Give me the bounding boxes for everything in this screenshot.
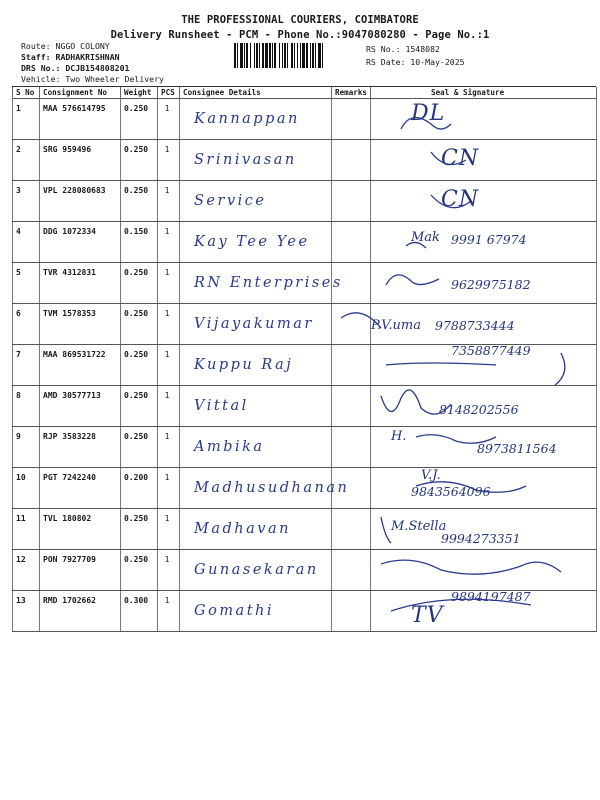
row-seal-signature: [371, 140, 597, 181]
row-weight: 0.300: [121, 591, 158, 632]
row-pcs: 1: [158, 509, 180, 550]
signature-text: CN: [441, 187, 480, 212]
row-weight: 0.250: [121, 550, 158, 591]
consignee-handwriting: Kuppu Raj: [194, 357, 294, 373]
row-weight: 0.150: [121, 222, 158, 263]
row-pcs: 1: [158, 99, 180, 140]
staff-line: [21, 52, 120, 62]
row-weight: 0.250: [121, 181, 158, 222]
row-consignee: [180, 386, 332, 427]
signature-stroke: [386, 275, 439, 285]
row-consignee: [180, 345, 332, 386]
row-remarks: [332, 181, 371, 222]
signature-phone: 9629975182: [451, 277, 531, 292]
row-pcs: 1: [158, 386, 180, 427]
row-seal-signature: [371, 550, 597, 591]
row-remarks: [332, 550, 371, 591]
row-consignee: [180, 427, 332, 468]
row-consignee: [180, 468, 350, 509]
row-pcs: 1: [158, 181, 180, 222]
row-consignment-no: AMD 30577713: [40, 386, 121, 427]
signature-phone: 9843564096: [411, 484, 491, 499]
consignee-handwriting: Service: [194, 193, 267, 209]
company-title: THE PROFESSIONAL COURIERS, COIMBATORE: [181, 14, 419, 26]
row-remarks: [332, 140, 371, 181]
table-row: [13, 222, 597, 263]
consignee-handwriting: Kay Tee Yee: [194, 234, 310, 250]
row-consignee: [180, 181, 332, 222]
row-remarks: [332, 386, 371, 427]
col-header-weight: Weight: [121, 87, 158, 99]
row-remarks: [332, 304, 371, 345]
table-row: [13, 304, 597, 345]
route-label: Route:: [21, 41, 51, 51]
table-row: [13, 140, 597, 181]
consignee-handwriting: Madhavan: [194, 521, 291, 537]
runsheet-subtitle: Delivery Runsheet - PCM - Phone No.:9047080280 - Page No.:1: [110, 29, 490, 41]
row-seal-signature: [371, 263, 597, 304]
row-consignment-no: PON 7927709: [40, 550, 121, 591]
row-consignment-no: PGT 7242240: [40, 468, 121, 509]
row-sno: 11: [13, 509, 40, 550]
row-seal-signature: [371, 345, 597, 386]
signature-text: V.J.: [421, 468, 441, 483]
signature-text: H.: [391, 429, 407, 444]
signature-phone: 8148202556: [439, 402, 519, 417]
delivery-table: [12, 87, 597, 632]
drs-line: [21, 63, 129, 73]
row-pcs: 1: [158, 345, 180, 386]
table-row: [13, 345, 597, 386]
rs-no-value: 1548082: [405, 44, 440, 54]
table-row: [13, 427, 597, 468]
row-consignee: [180, 509, 332, 550]
row-pcs: 1: [158, 140, 180, 181]
signature-phone: 9894197487: [451, 589, 531, 604]
row-consignee: [180, 304, 332, 345]
row-pcs: 1: [158, 427, 180, 468]
row-seal-signature: [371, 222, 597, 263]
signature-stroke: [381, 517, 391, 543]
rs-date-line: [366, 57, 465, 67]
col-header-sno: S No: [13, 87, 40, 99]
row-consignee: [180, 591, 332, 632]
consignee-handwriting: Ambika: [194, 439, 265, 455]
row-weight: 0.250: [121, 140, 158, 181]
row-remarks: [332, 99, 371, 140]
row-remarks: [332, 427, 371, 468]
signature-text: Mak: [411, 230, 440, 245]
row-consignment-no: RJP 3583228: [40, 427, 121, 468]
row-consignee: [180, 140, 332, 181]
signature-scribble: [371, 99, 597, 143]
signature-phone: 8973811564: [477, 441, 557, 456]
row-pcs: 1: [158, 591, 180, 632]
rs-date-value: 10-May-2025: [410, 57, 465, 67]
signature-stroke: [381, 560, 561, 574]
staff-value: RADHAKRISHNAN: [55, 52, 120, 62]
row-consignment-no: TVR 4312831: [40, 263, 121, 304]
table-header-row: [13, 87, 597, 99]
signature-text: M.Stella: [391, 519, 447, 534]
vehicle-line: [21, 74, 164, 84]
row-consignment-no: RMD 1702662: [40, 591, 121, 632]
signature-text: DL: [411, 101, 446, 126]
row-sno: 3: [13, 181, 40, 222]
row-consignment-no: MAA 869531722: [40, 345, 121, 386]
col-header-seal: Seal & Signature: [371, 87, 597, 99]
drs-label: DRS No.:: [21, 63, 61, 73]
row-weight: 0.250: [121, 263, 158, 304]
row-sno: 4: [13, 222, 40, 263]
vehicle-value: Two Wheeler Delivery: [65, 74, 164, 84]
row-pcs: 1: [158, 263, 180, 304]
consignee-handwriting: Madhusudhanan: [194, 480, 350, 496]
row-sno: 9: [13, 427, 40, 468]
consignee-handwriting: Kannappan: [194, 111, 300, 127]
table-row: [13, 386, 597, 427]
row-remarks: [332, 509, 371, 550]
consignee-handwriting: Gunasekaran: [194, 562, 319, 578]
col-header-pcs: PCS: [158, 87, 180, 99]
signature-phone: 7358877449: [451, 343, 531, 358]
row-consignment-no: TVL 180802: [40, 509, 121, 550]
row-sno: 13: [13, 591, 40, 632]
row-seal-signature: [371, 427, 597, 468]
table-row: [13, 99, 597, 140]
row-pcs: 1: [158, 550, 180, 591]
row-sno: 5: [13, 263, 40, 304]
signature-scribble: [371, 181, 597, 225]
col-header-consignment: Consignment No: [40, 87, 121, 99]
table-row: [13, 468, 597, 509]
row-pcs: 1: [158, 468, 180, 509]
rs-date-label: RS Date:: [366, 57, 406, 67]
row-weight: 0.250: [121, 304, 158, 345]
row-pcs: 1: [158, 222, 180, 263]
consignee-handwriting: RN Enterprises: [194, 275, 343, 291]
row-seal-signature: [371, 468, 597, 509]
row-weight: 0.200: [121, 468, 158, 509]
row-seal-signature: [371, 181, 597, 222]
signature-text: P.V.uma: [371, 318, 421, 333]
row-pcs: 1: [158, 304, 180, 345]
row-weight: 0.250: [121, 386, 158, 427]
barcode: [234, 43, 358, 68]
row-consignee: [180, 222, 332, 263]
row-consignment-no: MAA 576614795: [40, 99, 121, 140]
route-line: [21, 41, 110, 51]
row-remarks: [332, 591, 371, 632]
signature-text: CN: [441, 146, 480, 171]
vehicle-label: Vehicle:: [21, 74, 61, 84]
row-remarks: [332, 345, 371, 386]
row-seal-signature: [371, 386, 597, 427]
row-sno: 8: [13, 386, 40, 427]
row-weight: 0.250: [121, 427, 158, 468]
signature-scribble: [371, 550, 597, 594]
table-row: [13, 509, 597, 550]
row-seal-signature: [371, 591, 597, 632]
table-row: [13, 591, 597, 632]
row-consignment-no: SRG 959496: [40, 140, 121, 181]
drs-value: DCJB154808201: [65, 63, 130, 73]
consignee-handwriting: Srinivasan: [194, 152, 297, 168]
consignee-handwriting: Gomathi: [194, 603, 275, 619]
row-seal-signature: [371, 509, 597, 550]
consignee-handwriting: Vijayakumar: [194, 316, 314, 332]
row-seal-signature: [371, 99, 597, 140]
row-seal-signature: [371, 304, 597, 345]
row-consignment-no: TVM 1578353: [40, 304, 121, 345]
signature-phone: 9994273351: [441, 531, 521, 546]
row-consignment-no: DDG 1072334: [40, 222, 121, 263]
signature-text: TV: [411, 603, 444, 628]
staff-label: Staff:: [21, 52, 51, 62]
route-value: NGGO COLONY: [55, 41, 110, 51]
table-row: [13, 263, 597, 304]
col-header-consignee: Consignee Details: [180, 87, 332, 99]
row-consignee: [180, 263, 343, 304]
row-sno: 10: [13, 468, 40, 509]
row-remarks: [332, 222, 371, 263]
row-sno: 6: [13, 304, 40, 345]
row-sno: 12: [13, 550, 40, 591]
consignee-handwriting: Vittal: [194, 398, 249, 414]
table-row: [13, 181, 597, 222]
row-weight: 0.250: [121, 99, 158, 140]
row-sno: 2: [13, 140, 40, 181]
col-header-remarks: Remarks: [332, 87, 371, 99]
row-consignment-no: VPL 228080683: [40, 181, 121, 222]
rs-no-label: RS No.:: [366, 44, 401, 54]
row-weight: 0.250: [121, 345, 158, 386]
table-row: [13, 550, 597, 591]
rs-no-line: [366, 44, 440, 54]
signature-scribble: [371, 140, 597, 184]
row-consignee: [180, 550, 332, 591]
row-weight: 0.250: [121, 509, 158, 550]
signature-phone: 9788733444: [435, 318, 515, 333]
row-sno: 1: [13, 99, 40, 140]
row-consignee: [180, 99, 332, 140]
signature-phone: 9991 67974: [451, 232, 527, 247]
row-sno: 7: [13, 345, 40, 386]
